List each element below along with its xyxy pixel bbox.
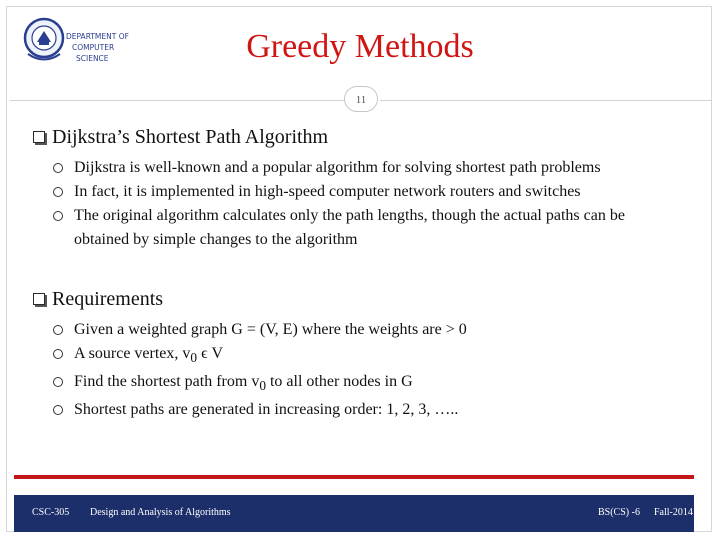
footer-term: Fall-2014 bbox=[654, 507, 693, 518]
square-bullet-icon bbox=[33, 131, 45, 143]
section-requirements bbox=[33, 286, 674, 422]
section-dijkstra bbox=[33, 124, 674, 252]
list-item bbox=[53, 398, 674, 422]
footer bbox=[14, 495, 694, 532]
logo-line-2: COMPUTER bbox=[72, 43, 115, 52]
circle-bullet-icon bbox=[53, 211, 63, 221]
text-segment: A source vertex, v bbox=[74, 345, 191, 362]
subscript: 0 bbox=[259, 378, 266, 394]
slide-border bbox=[6, 6, 712, 532]
circle-bullet-icon bbox=[53, 163, 63, 173]
list-item bbox=[53, 180, 674, 204]
list-item-text bbox=[74, 370, 674, 398]
circle-bullet-icon bbox=[53, 325, 63, 335]
list-item-text: Shortest paths are generated in increasing order: 1, 2, 3, ….. bbox=[74, 401, 459, 419]
slide-title: Greedy Methods bbox=[246, 28, 474, 65]
square-bullet-icon bbox=[33, 293, 45, 305]
list-item bbox=[53, 204, 674, 252]
section-heading bbox=[33, 286, 674, 312]
page-number-badge: 11 bbox=[344, 86, 378, 112]
list-item-text: In fact, it is implemented in high-speed computer network routers and switches bbox=[74, 183, 581, 200]
footer-program: BS(CS) -6 bbox=[598, 507, 640, 518]
logo-line-3: SCIENCE bbox=[76, 54, 109, 63]
logo-line-1: DEPARTMENT OF bbox=[66, 32, 129, 41]
footer-course-code: CSC-305 bbox=[32, 507, 70, 518]
circle-bullet-icon bbox=[53, 405, 63, 415]
circle-bullet-icon bbox=[53, 377, 63, 387]
bullet-list bbox=[53, 156, 674, 252]
header-divider-left bbox=[10, 100, 346, 101]
circle-bullet-icon bbox=[53, 187, 63, 197]
list-item bbox=[53, 342, 674, 370]
circle-bullet-icon bbox=[53, 349, 63, 359]
list-item bbox=[53, 156, 674, 180]
footer-course-name: Design and Analysis of Algorithms bbox=[90, 507, 231, 518]
university-seal-icon bbox=[22, 15, 140, 71]
list-item-text: Dijkstra is well-known and a popular algorithm for solving shortest path problems bbox=[74, 159, 601, 176]
list-item-text: Given a weighted graph G = (V, E) where the weights are > 0 bbox=[74, 321, 467, 338]
list-item-text bbox=[74, 342, 674, 370]
text-segment: to all other nodes in G bbox=[265, 373, 413, 391]
text-segment: Find the shortest path from v bbox=[74, 373, 260, 391]
section-heading-text: Dijkstra’s Shortest Path Algorithm bbox=[52, 125, 329, 148]
text-segment: ϵ V bbox=[197, 345, 224, 362]
bullet-list bbox=[53, 318, 674, 422]
list-item-text: The original algorithm calculates only the path lengths, though the actual paths can be obtained by simple changes to the algorithm bbox=[74, 207, 625, 248]
section-heading bbox=[33, 124, 674, 150]
footer-accent-bar bbox=[14, 475, 694, 479]
department-logo bbox=[22, 15, 140, 71]
list-item bbox=[53, 370, 674, 398]
section-heading-text: Requirements bbox=[52, 287, 164, 310]
list-item bbox=[53, 318, 674, 342]
header-divider-right bbox=[380, 100, 712, 101]
subscript: 0 bbox=[190, 350, 198, 366]
